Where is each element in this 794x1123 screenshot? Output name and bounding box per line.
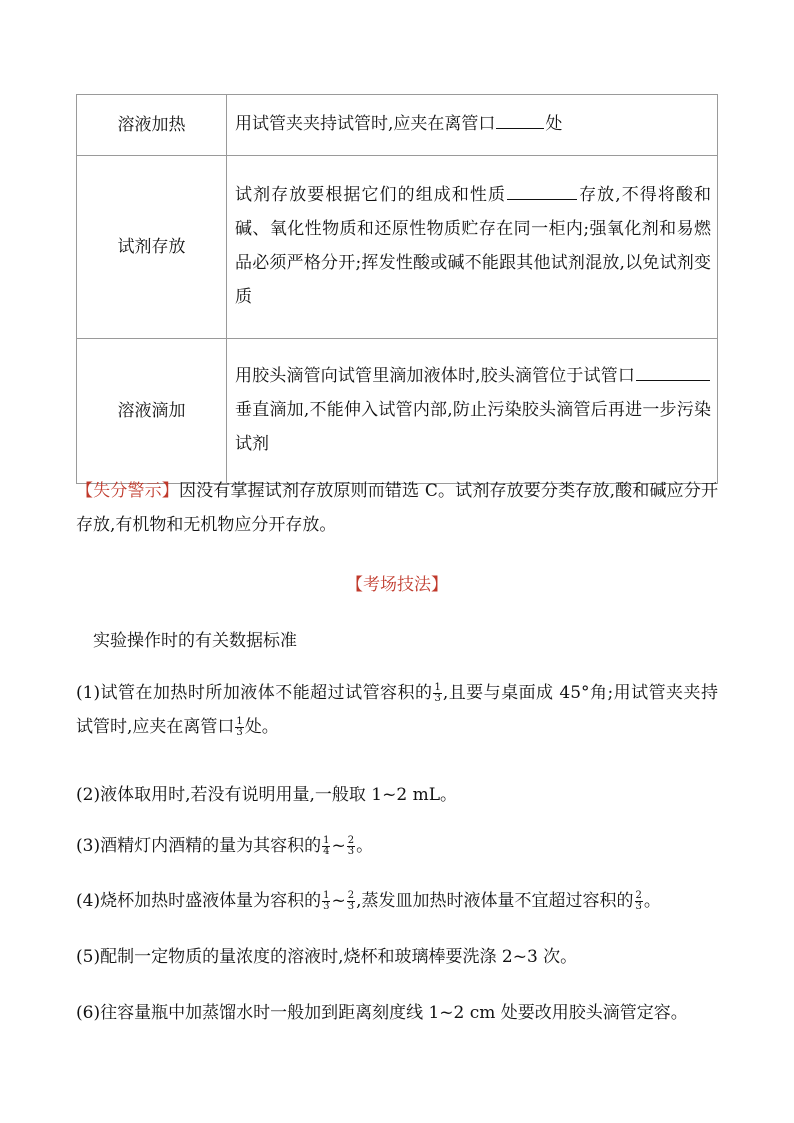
fraction-numerator: 1: [323, 890, 330, 901]
fraction-denominator: 3: [434, 693, 441, 704]
table-row: [77, 95, 718, 156]
operations-table: [76, 94, 718, 484]
list-item: [76, 884, 718, 918]
fraction-denominator: 3: [347, 901, 355, 912]
fraction: [347, 891, 355, 912]
range-separator: ~: [331, 891, 346, 911]
item-text: 处。: [244, 717, 279, 737]
description-cell: [227, 95, 718, 156]
fraction-denominator: 3: [635, 901, 642, 912]
list-item: (2)液体取用时,若没有说明用量,一般取 1~2 mL。: [76, 785, 457, 805]
fraction: [322, 836, 330, 857]
fraction-numerator: 1: [236, 716, 243, 727]
fraction-numerator: 2: [347, 890, 355, 901]
item-text: 。: [643, 891, 661, 911]
fraction-numerator: 2: [635, 890, 642, 901]
item-text: ,且要与桌面成 45°角;用试管夹夹持试管时,应夹在离管口: [76, 683, 718, 737]
fraction-denominator: 3: [323, 901, 330, 912]
fill-blank: [636, 379, 710, 381]
description-cell: [227, 339, 718, 484]
category-cell: 溶液滴加: [77, 339, 227, 484]
list-item: (5)配制一定物质的量浓度的溶液时,烧杯和玻璃棒要洗涤 2~3 次。: [76, 947, 578, 967]
fill-blank: [496, 127, 544, 129]
mistake-warning: [76, 474, 718, 542]
intro-text: 实验操作时的有关数据标准: [93, 631, 297, 651]
fraction-denominator: 3: [236, 727, 243, 738]
fraction-denominator: 3: [347, 846, 355, 857]
item-text: 。: [356, 836, 374, 856]
item-text: (3)酒精灯内酒精的量为其容积的: [76, 836, 322, 856]
section-title: 【考场技法】: [346, 575, 448, 595]
warning-text: 因没有掌握试剂存放原则而错选 C。试剂存放要分类存放,酸和碱应分开存放,有机物和无机物应分开存放。: [76, 481, 718, 535]
fraction: [235, 717, 243, 738]
warning-tag: 【失分警示】: [76, 481, 179, 501]
category-cell: 试剂存放: [77, 156, 227, 339]
fraction: [347, 836, 355, 857]
description-text: 用胶头滴管向试管里滴加液体时,胶头滴管位于试管口: [235, 366, 635, 386]
description-cell: [227, 156, 718, 339]
range-separator: ~: [331, 836, 346, 856]
fill-blank: [507, 198, 577, 200]
fraction: [635, 891, 643, 912]
item-text: (1)试管在加热时所加液体不能超过试管容积的: [76, 683, 433, 703]
fraction: [433, 683, 441, 704]
list-item: [76, 676, 718, 744]
fraction: [322, 891, 330, 912]
description-text: 用试管夹夹持试管时,应夹在离管口: [235, 114, 496, 134]
category-cell: 溶液加热: [77, 95, 227, 156]
table-row: [77, 339, 718, 484]
description-text: 处: [545, 114, 563, 134]
fraction-numerator: 2: [347, 835, 355, 846]
description-text: 试剂存放要根据它们的组成和性质: [235, 185, 507, 205]
description-text: 存放,不得将酸和碱、氧化性物质和还原性物质贮存在同一柜内;强氧化剂和易燃品必须严格分开;挥发性酸或碱不能跟其他试剂混放,以免试剂变质: [235, 185, 712, 307]
list-item: [76, 829, 718, 863]
item-text: ,蒸发皿加热时液体量不宜超过容积的: [356, 891, 634, 911]
list-item: (6)往容量瓶中加蒸馏水时一般加到距离刻度线 1~2 cm 处要改用胶头滴管定容。: [76, 1003, 688, 1023]
fraction-numerator: 1: [434, 682, 441, 693]
fraction-numerator: 1: [323, 835, 330, 846]
item-text: (4)烧杯加热时盛液体量为容积的: [76, 891, 322, 911]
description-text: 垂直滴加,不能伸入试管内部,防止污染胶头滴管后再进一步污染试剂: [235, 400, 711, 454]
fraction-denominator: 4: [323, 846, 330, 857]
table-row: [77, 156, 718, 339]
